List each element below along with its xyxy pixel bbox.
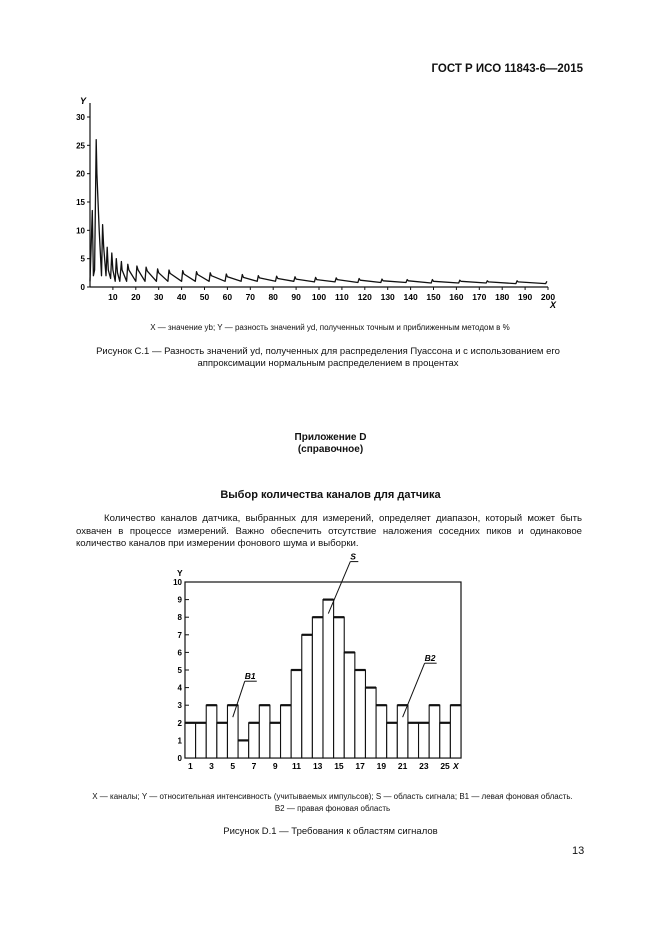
histogram-bar (270, 723, 281, 758)
annotation-label-b1: B1 (244, 671, 256, 682)
histogram-bar (397, 705, 408, 758)
histogram-bar (217, 723, 228, 758)
y-tick-label: 0 (80, 283, 85, 292)
x-tick-label: 40 (176, 292, 187, 302)
figure-c1-chart (60, 90, 580, 310)
histogram-bar (365, 688, 376, 758)
y-tick-label: 2 (177, 718, 182, 728)
histogram-bar (450, 705, 461, 758)
x-tick-label: 30 (153, 292, 164, 302)
x-tick-label: 5 (230, 761, 236, 771)
histogram-bar (440, 723, 451, 758)
x-tick-label: 60 (222, 292, 233, 302)
histogram-bar (281, 705, 292, 758)
x-tick-label: 80 (268, 292, 278, 302)
histogram-bar (249, 723, 260, 758)
x-tick-label: 110 (335, 292, 349, 302)
histogram-bar (206, 705, 217, 758)
x-tick-label: 10 (108, 292, 118, 302)
histogram-bar (227, 705, 238, 758)
histogram-bar (387, 723, 398, 758)
x-tick-label: 1 (187, 761, 193, 771)
y-axis-label: Y (80, 96, 87, 106)
y-tick-label: 3 (177, 701, 182, 711)
annotation-leader (233, 681, 245, 717)
y-tick-label: 10 (76, 226, 85, 236)
histogram-bar (334, 617, 345, 758)
x-tick-label: 15 (334, 761, 344, 771)
y-tick-label: 7 (177, 630, 182, 640)
x-tick-label: 170 (472, 292, 487, 302)
y-tick-label: 1 (177, 736, 182, 746)
y-tick-label: 30 (76, 113, 85, 122)
x-tick-label: 50 (199, 292, 210, 302)
y-tick-label: 5 (177, 666, 182, 675)
x-tick-label: 160 (449, 292, 464, 302)
histogram-bar (238, 740, 249, 758)
x-tick-label: 13 (312, 761, 323, 771)
y-axis-label: Y (177, 568, 183, 578)
y-tick-label: 25 (76, 141, 85, 151)
histogram-bar (196, 723, 207, 758)
histogram-bar (291, 670, 302, 758)
y-tick-label: 15 (76, 198, 85, 207)
figure-c1-caption-note: X — значение yb; Y — разность значений yd, полученных точным и приближенным методом в % (150, 323, 510, 332)
y-tick-label: 6 (177, 648, 182, 658)
x-tick-label: 23 (419, 761, 429, 771)
appendix-label: Приложение D (294, 432, 367, 443)
histogram-bar (429, 705, 440, 758)
figure-d1-caption-note-line1: X — каналы; Y — относительная интенсивность (учитываемых импульсов); S — область сигнала; B1 — левая фоновая область. (92, 792, 573, 801)
x-tick-label: 17 (355, 761, 365, 771)
x-tick-label: 9 (272, 761, 278, 771)
y-tick-label: 0 (177, 754, 182, 763)
histogram-bar (419, 723, 430, 758)
x-tick-label: 190 (518, 292, 533, 302)
annotation-label-s: S (350, 551, 356, 562)
x-tick-label: 20 (131, 292, 141, 302)
x-tick-label: 21 (397, 761, 408, 771)
x-tick-label: 180 (495, 292, 510, 302)
x-tick-label: 130 (380, 292, 395, 302)
body-paragraph (76, 513, 582, 551)
histogram-bar (302, 635, 313, 758)
x-tick-label: 150 (426, 292, 441, 302)
histogram-bar (376, 705, 387, 758)
histogram-bar (323, 600, 334, 758)
paragraph-text: Количество каналов датчика, выбранных для измерений, определяет диапазон, который может быть охвачен в процессе измерений. Важно обеспечить отсутствие наложения соседних пиков и одинаковое количество каналов при измерении фонового шума и выборки. (76, 513, 582, 549)
section-title: Выбор количества каналов для датчика (220, 489, 441, 501)
x-tick-label: 11 (291, 761, 301, 771)
annotation-leader (403, 663, 425, 717)
y-tick-label: 10 (173, 578, 182, 587)
histogram-bar (185, 723, 196, 758)
series-line (90, 140, 547, 284)
figure-d1-caption: Рисунок D.1 — Требования к областям сигналов (223, 826, 438, 837)
figure-c1-caption: Рисунок С.1 — Разность значений yd, полученных для распределения Пуассона и с использованием его аппроксимации нормальным распределением в процентах (96, 346, 560, 369)
y-tick-label: 9 (177, 595, 182, 605)
x-tick-label: 25 (440, 761, 450, 771)
figure-d1-caption-note-line2: B2 — правая фоновая область (274, 804, 391, 813)
y-tick-label: 5 (80, 254, 85, 264)
x-tick-label: 100 (311, 292, 327, 302)
x-axis-label: X (453, 761, 459, 771)
x-tick-label: 70 (245, 292, 256, 302)
page-number: 13 (572, 845, 585, 857)
x-tick-label: 7 (251, 761, 257, 771)
x-axis-label: X (550, 300, 557, 310)
histogram-bar (259, 705, 270, 758)
x-tick-label: 90 (291, 292, 301, 302)
annotation-leader (328, 562, 350, 614)
y-tick-label: 20 (76, 169, 85, 179)
y-tick-label: 8 (177, 613, 182, 623)
y-tick-label: 4 (177, 683, 182, 693)
histogram-bar (344, 652, 355, 758)
figure-d1-chart (160, 551, 480, 775)
histogram-bar (355, 670, 366, 758)
annotation-label-b2: B2 (424, 653, 436, 664)
x-tick-label: 19 (376, 761, 387, 771)
x-tick-label: 140 (403, 292, 418, 302)
x-tick-label: 200 (540, 292, 556, 302)
appendix-type: (справочное) (297, 444, 364, 455)
histogram-bar (312, 617, 323, 758)
x-tick-label: 3 (209, 761, 214, 771)
histogram-bar (408, 723, 419, 758)
standard-header: ГОСТ Р ИСО 11843-6—2015 (431, 63, 583, 75)
x-tick-label: 120 (357, 292, 372, 302)
